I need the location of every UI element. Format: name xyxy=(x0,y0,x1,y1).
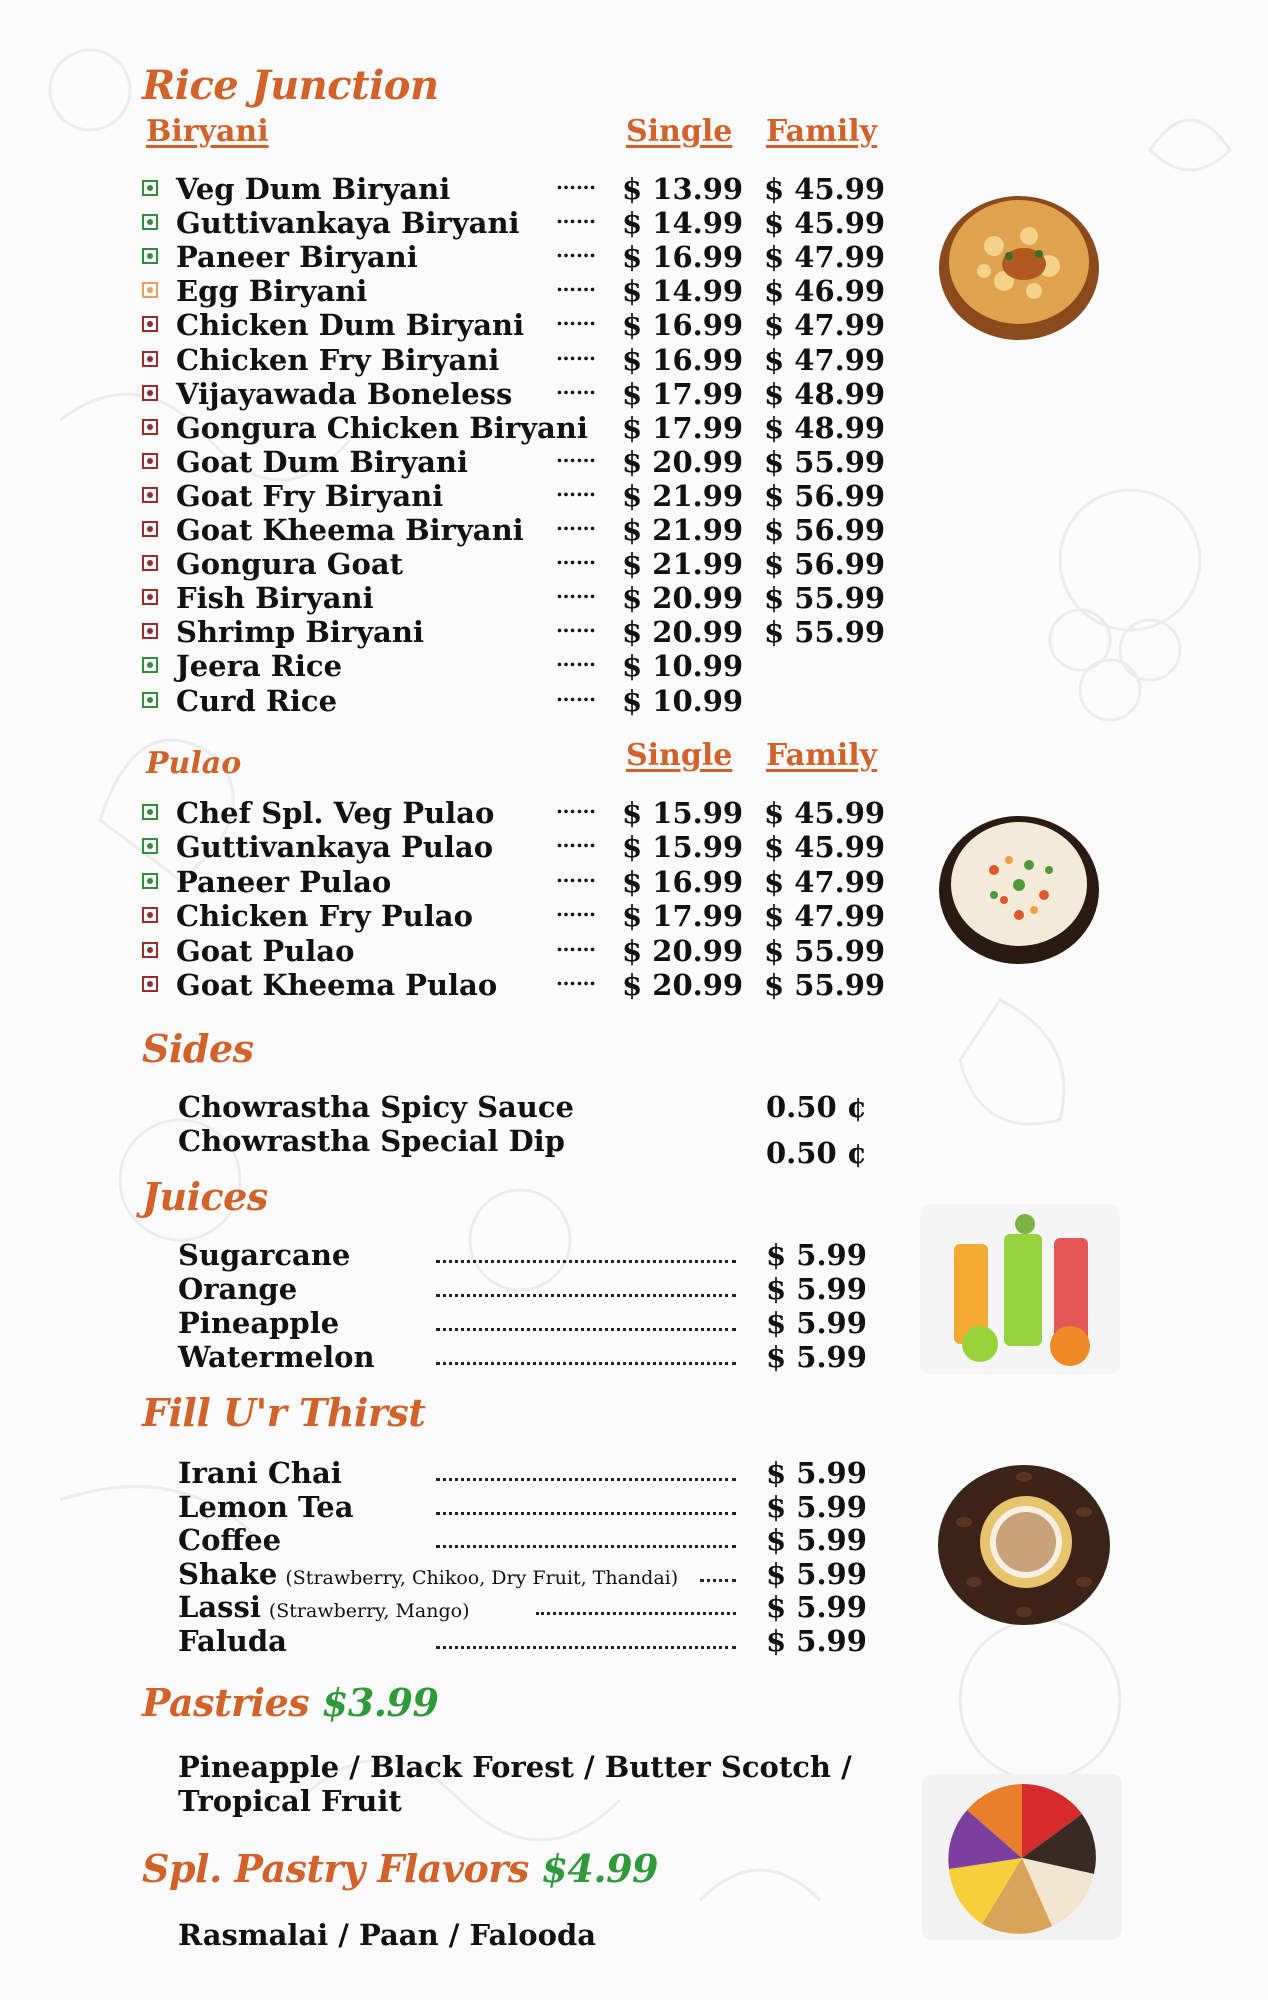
dot-leader: …… xyxy=(556,545,596,570)
single-price: $ 15.99 xyxy=(622,830,744,865)
single-price: $ 14.99 xyxy=(622,274,744,309)
menu-item-row xyxy=(140,411,900,445)
single-price: $ 17.99 xyxy=(622,899,744,934)
dot-leader: …… xyxy=(556,613,596,638)
family-price: $ 47.99 xyxy=(764,864,886,899)
veg-mark-icon xyxy=(142,838,158,854)
nonveg-mark-icon xyxy=(142,385,158,401)
family-price: $ 55.99 xyxy=(764,581,886,616)
family-price: $ 56.99 xyxy=(764,478,886,513)
menu-item-row xyxy=(140,340,900,377)
item-name: Guttivankaya Biryani xyxy=(176,206,520,241)
item-price: $ 5.99 xyxy=(766,1624,867,1658)
family-price: $ 47.99 xyxy=(764,342,886,377)
dot-leader: …… xyxy=(556,306,596,331)
dot-leader xyxy=(436,1504,736,1515)
item-name: Gongura Chicken Biryani xyxy=(176,410,588,445)
item-name: Goat Dum Biryani xyxy=(176,444,468,479)
family-price: $ 55.99 xyxy=(764,615,886,650)
pulao-single-column-heading: Single xyxy=(626,738,733,773)
nonveg-mark-icon xyxy=(142,555,158,571)
nonveg-mark-icon xyxy=(142,942,158,958)
family-price: $ 45.99 xyxy=(764,206,886,241)
item-name: Shrimp Biryani xyxy=(176,615,424,650)
menu-item-row xyxy=(140,581,900,615)
juice-glasses-photo xyxy=(920,1204,1120,1374)
biryani-bowl-photo xyxy=(934,176,1104,346)
item-note: (Strawberry, Mango) xyxy=(268,1600,470,1623)
pulao-heading: Pulao xyxy=(146,746,242,781)
dot-leader: …… xyxy=(556,681,596,706)
dot-leader: …… xyxy=(556,272,596,297)
dot-leader xyxy=(536,1604,736,1615)
family-column-heading: Family xyxy=(766,114,878,149)
pastry-flavors-line: Tropical Fruit xyxy=(178,1784,402,1818)
menu-item-row xyxy=(140,899,900,933)
single-price: $ 16.99 xyxy=(622,240,744,275)
item-price: $ 5.99 xyxy=(766,1340,867,1374)
page-title: Rice Junction xyxy=(142,62,439,109)
menu-item-row xyxy=(140,308,900,342)
item-name: Lemon Tea xyxy=(178,1489,354,1524)
family-price: $ 48.99 xyxy=(764,376,886,411)
nonveg-mark-icon xyxy=(142,589,158,605)
nonveg-mark-icon xyxy=(142,521,158,537)
dot-leader: …… xyxy=(556,794,596,818)
single-price: $ 21.99 xyxy=(622,478,744,513)
coffee-cup-photo xyxy=(934,1462,1124,1628)
drink-item xyxy=(178,1490,354,1524)
menu-item-row xyxy=(140,374,900,411)
item-name: Curd Rice xyxy=(176,683,338,718)
single-price: $ 17.99 xyxy=(622,410,744,445)
side-item-name: Chowrastha Special Dip xyxy=(178,1124,565,1158)
menu-item-row xyxy=(140,172,900,206)
item-name: Veg Dum Biryani xyxy=(176,172,451,206)
item-name: Egg Biryani xyxy=(176,274,368,309)
drink-item xyxy=(178,1272,297,1306)
dot-leader: …… xyxy=(556,374,596,399)
dot-leader xyxy=(436,1638,736,1649)
nonveg-mark-icon xyxy=(142,316,158,332)
drink-item xyxy=(178,1306,339,1340)
single-price: $ 20.99 xyxy=(622,581,744,616)
menu-item-row xyxy=(140,649,900,683)
veg-mark-icon xyxy=(142,248,158,264)
dot-leader xyxy=(436,1320,736,1331)
item-price: $ 5.99 xyxy=(766,1272,867,1306)
menu-item-row xyxy=(140,796,900,830)
dot-leader: …… xyxy=(556,828,596,853)
item-name: Vijayawada Boneless xyxy=(176,376,513,411)
item-name: Coffee xyxy=(178,1523,282,1558)
family-price: $ 47.99 xyxy=(764,240,886,275)
single-column-heading: Single xyxy=(626,114,733,149)
dot-leader: …… xyxy=(556,170,596,194)
item-name: Goat Kheema Pulao xyxy=(176,968,498,1002)
dot-leader xyxy=(436,1354,736,1365)
nonveg-mark-icon xyxy=(142,351,158,367)
single-price: $ 17.99 xyxy=(622,376,744,411)
menu-item-row xyxy=(140,442,900,479)
pulao-family-column-heading: Family xyxy=(766,738,878,773)
item-name: Guttivankaya Pulao xyxy=(176,830,494,865)
dot-leader: …… xyxy=(556,204,596,229)
biryani-heading: Biryani xyxy=(146,114,269,149)
drink-item xyxy=(178,1624,287,1658)
egg-mark-icon xyxy=(142,282,158,298)
item-price: $ 5.99 xyxy=(766,1556,867,1591)
drink-item xyxy=(178,1340,375,1374)
single-price: $ 21.99 xyxy=(622,547,744,582)
dot-leader: …… xyxy=(556,897,596,922)
item-price: $ 5.99 xyxy=(766,1238,867,1272)
spl-pastry-price: $4.99 xyxy=(541,1846,658,1891)
family-price: $ 55.99 xyxy=(764,968,886,1002)
item-name: Goat Fry Biryani xyxy=(176,478,444,513)
single-price: $ 14.99 xyxy=(622,206,744,241)
item-price: $ 5.99 xyxy=(766,1456,867,1490)
dot-leader: …… xyxy=(556,238,596,263)
family-price: $ 45.99 xyxy=(764,172,886,206)
item-price: $ 5.99 xyxy=(766,1489,867,1524)
menu-item-row xyxy=(140,615,900,649)
drink-item xyxy=(178,1456,342,1490)
pastries-title: Pastries xyxy=(142,1680,310,1725)
item-name: Irani Chai xyxy=(178,1456,342,1490)
item-name: Paneer Biryani xyxy=(176,240,418,275)
single-price: $ 10.99 xyxy=(622,649,744,684)
item-name: Paneer Pulao xyxy=(176,864,392,899)
menu-item-row xyxy=(140,547,900,581)
dot-leader xyxy=(436,1537,736,1548)
dot-leader: …… xyxy=(556,340,596,365)
nonveg-mark-icon xyxy=(142,623,158,639)
spl-pastry-title: Spl. Pastry Flavors xyxy=(142,1846,529,1891)
single-price: $ 16.99 xyxy=(622,864,744,899)
pulao-bowl-photo xyxy=(934,800,1104,970)
menu-item-row xyxy=(140,240,900,274)
item-name: Lassi xyxy=(178,1590,261,1625)
item-name: Chicken Dum Biryani xyxy=(176,308,525,343)
dot-leader: …… xyxy=(556,442,596,467)
item-name: Shake xyxy=(178,1556,278,1591)
dot-leader: …… xyxy=(556,931,596,956)
menu-item-row xyxy=(140,274,900,308)
item-name: Goat Kheema Biryani xyxy=(176,513,524,547)
family-price: $ 56.99 xyxy=(764,547,886,582)
item-price: $ 5.99 xyxy=(766,1590,867,1625)
nonveg-mark-icon xyxy=(142,907,158,923)
item-name: Faluda xyxy=(178,1624,287,1658)
menu-item-row xyxy=(140,681,900,718)
dot-leader: …… xyxy=(556,476,596,501)
menu-item-row xyxy=(140,830,900,864)
menu-item-row xyxy=(140,513,900,547)
item-name: Chef Spl. Veg Pulao xyxy=(176,796,495,830)
pastries-price: $3.99 xyxy=(321,1680,439,1725)
dot-leader xyxy=(436,1252,736,1263)
family-price: $ 55.99 xyxy=(764,933,886,968)
side-item-price: 0.50 ¢ xyxy=(766,1136,867,1170)
nonveg-mark-icon xyxy=(142,487,158,503)
single-price: $ 20.99 xyxy=(622,933,744,968)
drink-item xyxy=(178,1557,678,1591)
veg-mark-icon xyxy=(142,873,158,889)
family-price: $ 47.99 xyxy=(764,308,886,343)
side-item-name: Chowrastha Spicy Sauce xyxy=(178,1090,575,1124)
item-name: Chicken Fry Biryani xyxy=(176,342,500,377)
single-price: $ 20.99 xyxy=(622,615,744,650)
item-price: $ 5.99 xyxy=(766,1523,867,1558)
side-item-price: 0.50 ¢ xyxy=(766,1090,867,1124)
single-price: $ 13.99 xyxy=(622,172,744,206)
juices-heading: Juices xyxy=(142,1174,268,1219)
menu-item-row xyxy=(140,476,900,513)
menu-item-row xyxy=(140,206,900,240)
veg-mark-icon xyxy=(142,214,158,230)
veg-mark-icon xyxy=(142,180,158,196)
drink-item xyxy=(178,1238,350,1272)
item-name: Watermelon xyxy=(178,1340,375,1374)
menu-item-row xyxy=(140,968,900,1002)
sides-heading: Sides xyxy=(142,1026,254,1071)
item-name: Goat Pulao xyxy=(176,933,355,968)
dot-leader: …… xyxy=(556,647,596,672)
veg-mark-icon xyxy=(142,804,158,820)
veg-mark-icon xyxy=(142,692,158,708)
item-name: Gongura Goat xyxy=(176,547,404,582)
nonveg-mark-icon xyxy=(142,453,158,469)
pastries-heading xyxy=(142,1680,438,1725)
single-price: $ 20.99 xyxy=(622,968,744,1002)
single-price: $ 15.99 xyxy=(622,796,744,830)
family-price: $ 48.99 xyxy=(764,410,886,445)
item-price: $ 5.99 xyxy=(766,1306,867,1340)
item-name: Orange xyxy=(178,1272,298,1306)
drink-item xyxy=(178,1590,470,1624)
drink-item xyxy=(178,1523,281,1557)
dot-leader xyxy=(436,1470,736,1481)
thirst-heading: Fill U'r Thirst xyxy=(142,1390,426,1435)
single-price: $ 16.99 xyxy=(622,308,744,343)
pastry-slices-photo xyxy=(922,1774,1122,1940)
spl-pastry-flavors-line: Rasmalai / Paan / Falooda xyxy=(178,1918,597,1952)
nonveg-mark-icon xyxy=(142,976,158,992)
item-name: Fish Biryani xyxy=(176,581,374,616)
single-price: $ 10.99 xyxy=(622,683,744,718)
dot-leader: …… xyxy=(556,966,596,990)
dot-leader: …… xyxy=(556,511,596,535)
single-price: $ 16.99 xyxy=(622,342,744,377)
item-name: Sugarcane xyxy=(178,1238,351,1272)
nonveg-mark-icon xyxy=(142,419,158,435)
menu-item-row xyxy=(140,862,900,899)
item-name: Jeera Rice xyxy=(176,649,343,684)
family-price: $ 46.99 xyxy=(764,274,886,309)
dot-leader xyxy=(700,1571,736,1582)
dot-leader: …… xyxy=(556,862,596,887)
menu-item-row xyxy=(140,931,900,968)
family-price: $ 45.99 xyxy=(764,830,886,865)
item-name: Pineapple xyxy=(178,1306,340,1340)
family-price: $ 45.99 xyxy=(764,796,886,830)
spl-pastry-heading xyxy=(142,1846,658,1891)
single-price: $ 21.99 xyxy=(622,513,744,547)
pastry-flavors-line: Pineapple / Black Forest / Butter Scotch / xyxy=(178,1750,852,1784)
family-price: $ 55.99 xyxy=(764,444,886,479)
item-note: (Strawberry, Chikoo, Dry Fruit, Thandai) xyxy=(285,1566,679,1589)
family-price: $ 47.99 xyxy=(764,899,886,934)
item-name: Chicken Fry Pulao xyxy=(176,899,473,934)
dot-leader xyxy=(436,1286,736,1297)
single-price: $ 20.99 xyxy=(622,444,744,479)
dot-leader: …… xyxy=(556,579,596,604)
veg-mark-icon xyxy=(142,657,158,673)
family-price: $ 56.99 xyxy=(764,513,886,547)
